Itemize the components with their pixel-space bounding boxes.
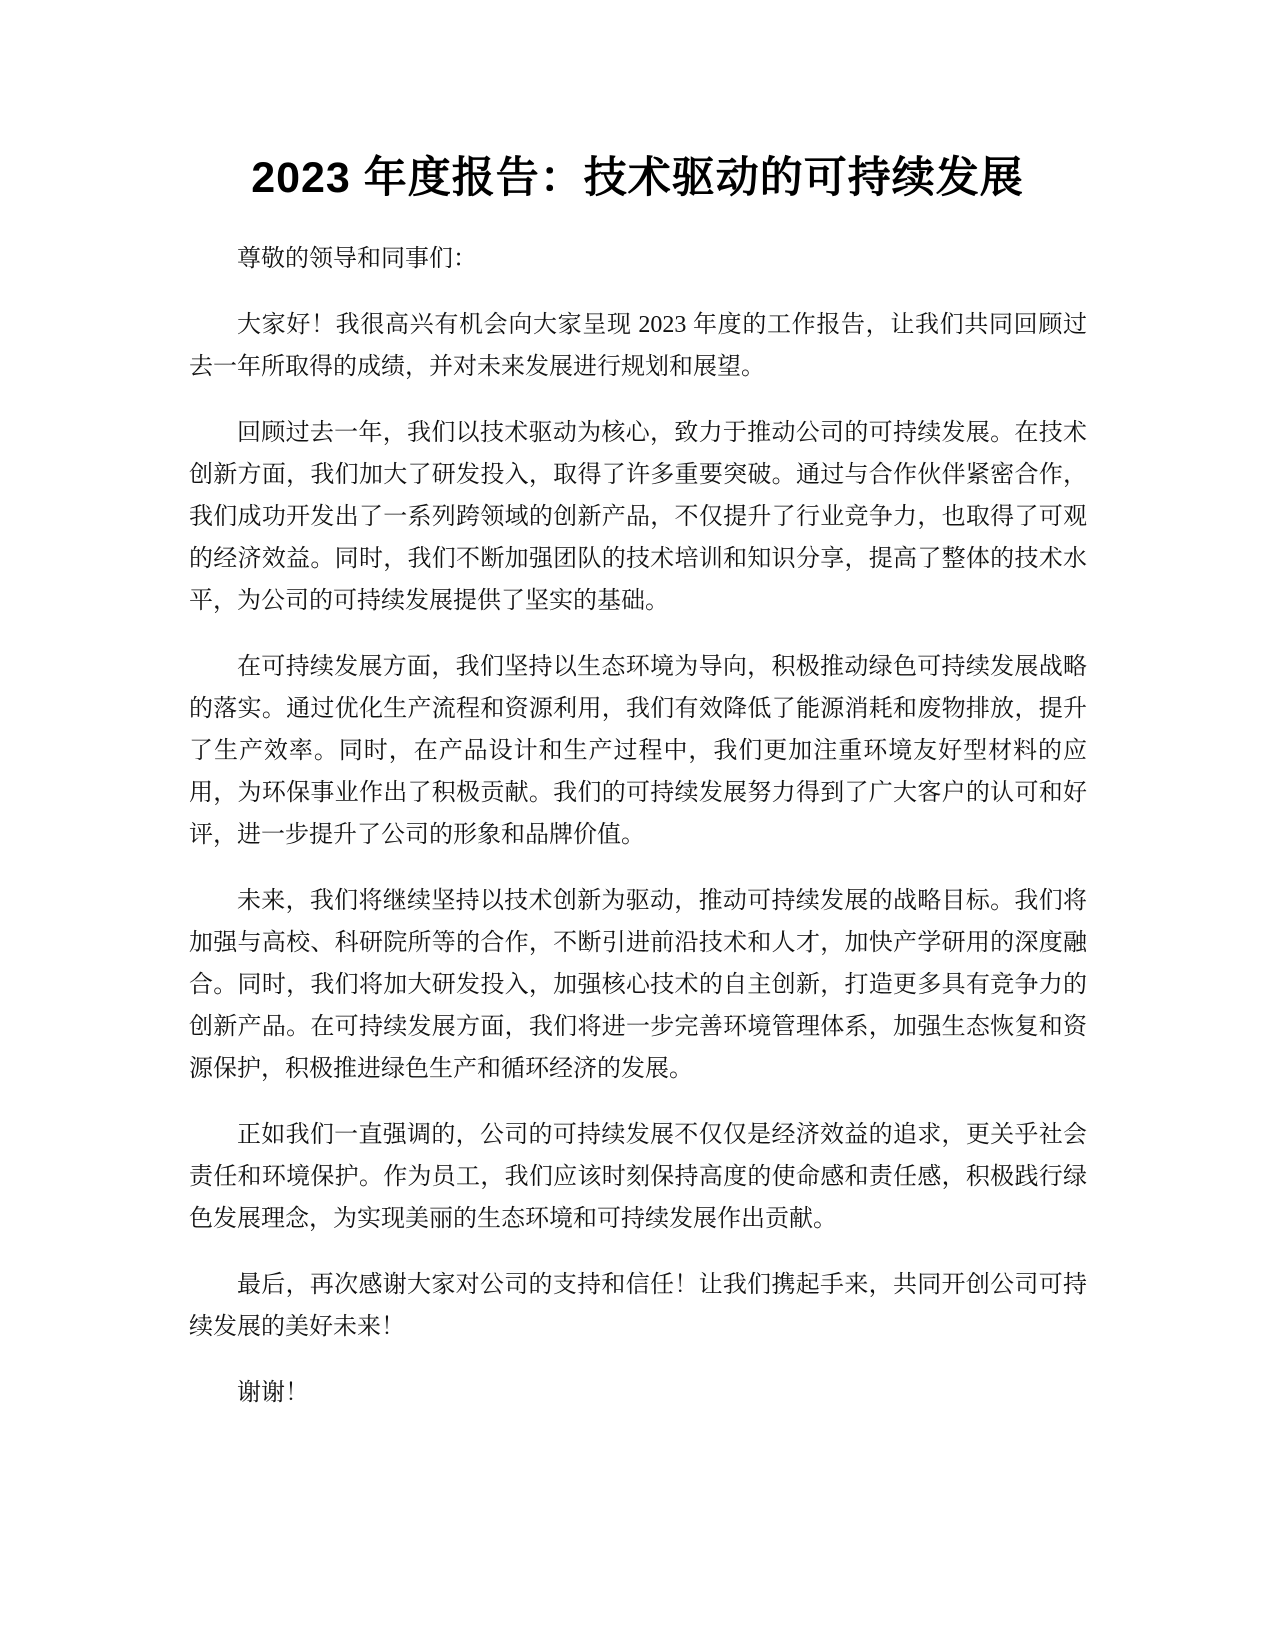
paragraph-greeting: 大家好！我很高兴有机会向大家呈现 2023 年度的工作报告，让我们共同回顾过去一年所取得的成绩，并对未来发展进行规划和展望。 bbox=[189, 312, 1087, 380]
document-body bbox=[189, 238, 1087, 1438]
paragraph-future: 未来，我们将继续坚持以技术创新为驱动，推动可持续发展的战略目标。我们将加强与高校、科研院所等的合作，不断引进前沿技术和人才，加快产学研用的深度融合。同时，我们将加大研发投入，加强核心技术的自主创新，打造更多具有竞争力的创新产品。在可持续发展方面，我们将进一步完善环境管理体系，加强生态恢复和资源保护，积极推进绿色生产和循环经济的发展。 bbox=[189, 888, 1087, 1082]
document-title: 2023 年度报告：技术驱动的可持续发展 bbox=[251, 154, 1024, 202]
paragraph-responsibility: 正如我们一直强调的，公司的可持续发展不仅仅是经济效益的追求，更关乎社会责任和环境保护。作为员工，我们应该时刻保持高度的使命感和责任感，积极践行绿色发展理念，为实现美丽的生态环境和可持续发展作出贡献。 bbox=[189, 1122, 1087, 1232]
closing: 谢谢！ bbox=[237, 1380, 309, 1406]
paragraph-review: 回顾过去一年，我们以技术驱动为核心，致力于推动公司的可持续发展。在技术创新方面，我们加大了研发投入，取得了许多重要突破。通过与合作伙伴紧密合作，我们成功开发出了一系列跨领域的创新产品，不仅提升了行业竞争力，也取得了可观的经济效益。同时，我们不断加强团队的技术培训和知识分享，提高了整体的技术水平，为公司的可持续发展提供了坚实的基础。 bbox=[189, 420, 1087, 614]
paragraph-sustainability: 在可持续发展方面，我们坚持以生态环境为导向，积极推动绿色可持续发展战略的落实。通过优化生产流程和资源利用，我们有效降低了能源消耗和废物排放，提升了生产效率。同时，在产品设计和生产过程中，我们更加注重环境友好型材料的应用，为环保事业作出了积极贡献。我们的可持续发展努力得到了广大客户的认可和好评，进一步提升了公司的形象和品牌价值。 bbox=[189, 654, 1087, 848]
paragraph-thanks: 最后，再次感谢大家对公司的支持和信任！让我们携起手来，共同开创公司可持续发展的美好未来！ bbox=[189, 1272, 1087, 1340]
salutation: 尊敬的领导和同事们： bbox=[237, 246, 477, 272]
